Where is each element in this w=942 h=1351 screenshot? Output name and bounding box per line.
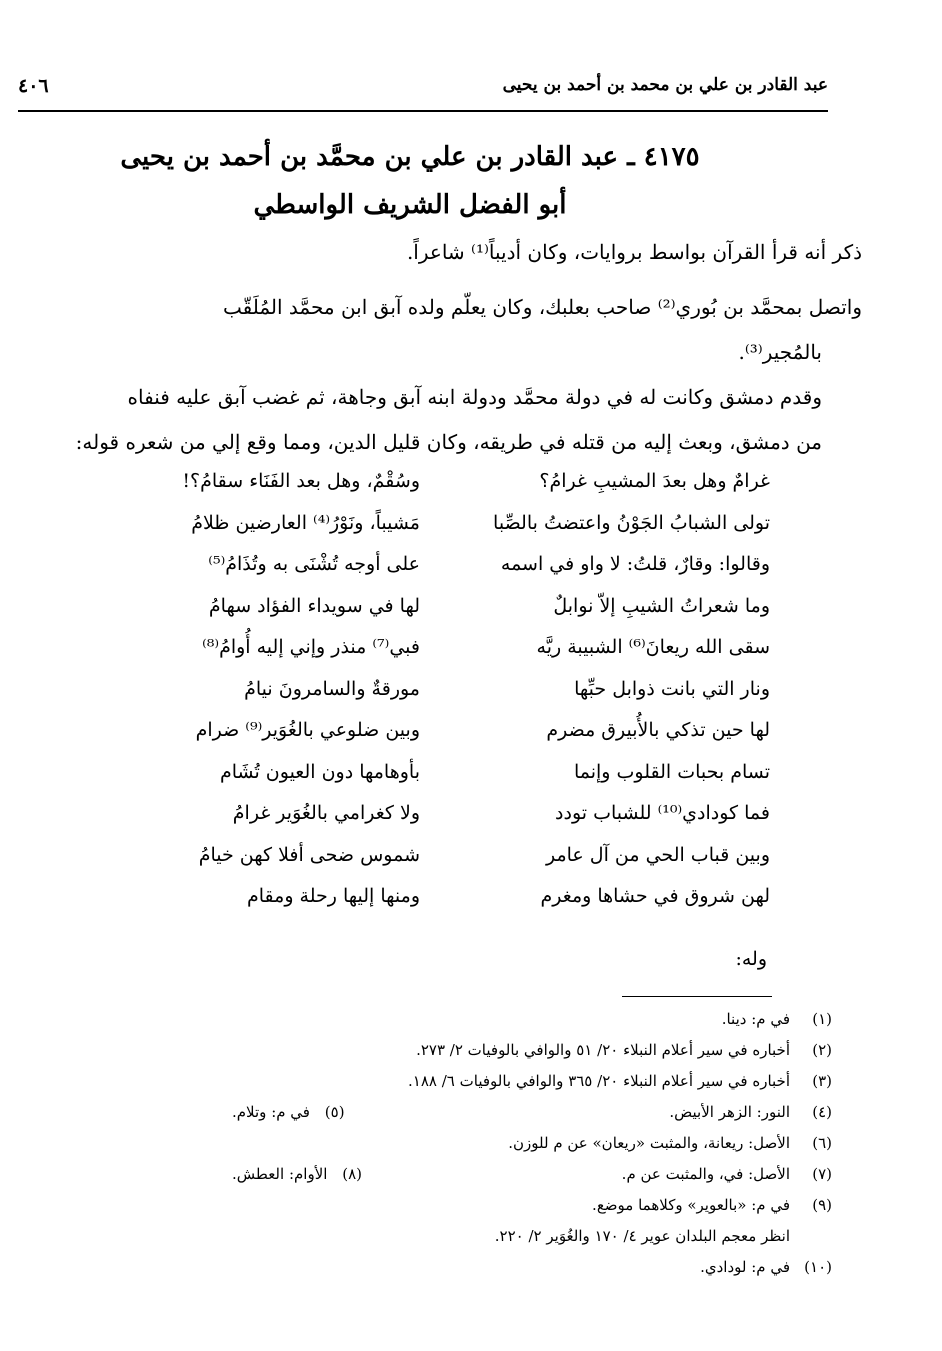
verse <box>60 595 770 637</box>
verse <box>60 761 770 803</box>
verse-first-hemistich: غرامٌ وهل بعدَ المشيبِ غرامُ؟ <box>539 470 770 492</box>
verse <box>60 636 770 678</box>
verse-first-hemistich: تولى الشبابُ الجَوْنُ واعتضتُ بالصِّبا <box>493 511 770 534</box>
footnote-secondary <box>232 1103 345 1121</box>
paragraph-3-line-1: وقدم دمشق وكانت له في دولة محمَّد ودولة ابنه آبق وجاهة، ثم غضب آبق عليه فنفاه <box>127 385 822 409</box>
footnote-number: (٢) <box>812 1041 832 1059</box>
entry-title: ٤١٧٥ ـ عبد القادر بن علي بن محمَّد بن أحمد بن يحيى <box>120 142 700 172</box>
verse-first-hemistich: سقى الله ريعانَ⁽⁶⁾ الشبيبة ريَّه <box>536 636 770 658</box>
verse-first-hemistich: وقالوا: وقارٌ، قلتُ: لا واو في اسمه <box>500 553 770 575</box>
footnote-number: (٧) <box>812 1165 832 1183</box>
footnotes <box>112 1010 832 1289</box>
footnote-number: (٨) <box>342 1165 362 1183</box>
footnote <box>112 1103 832 1134</box>
page-header <box>18 75 828 105</box>
paragraph-3-line-2: من دمشق، وبعث إليه من قتله في طريقه، وكان قليل الدين، ومما وقع إلي من شعره قوله: <box>75 430 822 454</box>
verse <box>60 553 770 595</box>
verse <box>60 885 770 927</box>
footnote <box>112 1010 832 1041</box>
running-title: عبد القادر بن علي بن محمد بن أحمد بن يحيى <box>502 75 828 95</box>
footnote-number: (٥) <box>324 1103 345 1121</box>
verse-first-hemistich: فما كودادي⁽¹⁰⁾ للشباب تودد <box>555 802 770 824</box>
footnote <box>112 1165 832 1196</box>
entry-subtitle: أبو الفضل الشريف الواسطي <box>253 190 567 220</box>
verse <box>60 512 770 554</box>
footnote-text: الأصل: ريعانة، والمثبت «ريعان» عن م للوزن. <box>508 1134 790 1152</box>
verse-second-hemistich: ولا كغرامي بالغُوَير غرامُ <box>232 802 420 824</box>
footnote-number: (٦) <box>812 1134 832 1152</box>
footnote-number: (٣) <box>812 1072 832 1090</box>
verse <box>60 719 770 761</box>
footnote-secondary <box>232 1165 362 1183</box>
verse <box>60 470 770 512</box>
verse-second-hemistich: مَشيباً، ونَوْرُ⁽⁴⁾ العارضين ظلامُ <box>191 511 420 534</box>
paragraph-2-line-2: بالمُجير⁽³⁾. <box>738 340 822 364</box>
footnote-text: في م: دينا. <box>721 1010 790 1028</box>
verse-second-hemistich: فبي⁽⁷⁾ منذر وإني إليه أُوامُ⁽⁸⁾ <box>202 636 420 658</box>
poem <box>60 470 770 927</box>
verse-first-hemistich: وما شعراتُ الشيبِ إلاّ نوابلٌ <box>553 594 770 617</box>
footnote-number: (١) <box>812 1010 832 1028</box>
footnote <box>112 1196 832 1227</box>
footnote-number: (٤) <box>812 1103 832 1121</box>
footnote-number: (٩) <box>812 1196 832 1214</box>
verse-intro: وله: <box>735 948 767 970</box>
header-rule <box>18 110 828 112</box>
footnote <box>112 1072 832 1103</box>
verse-second-hemistich: بأوهامها دون العيون تُشَام <box>219 760 420 783</box>
footnote-continuation <box>112 1227 832 1258</box>
verse-second-hemistich: وسُقْمٌ، وهل بعد الفَنَاء سقامُ؟! <box>182 470 420 492</box>
verse-first-hemistich: لهن شروق في حشاها ومغرم <box>540 885 770 907</box>
paragraph-2-line-1: واتصل بمحمَّد بن بُوري⁽²⁾ صاحب بعلبك، وكان يعلّم ولده آبق ابن محمَّد المُلَقّب <box>222 295 862 319</box>
verse-second-hemistich: ومنها إليها رحلة ومقام <box>246 885 420 907</box>
verse-second-hemistich: على أوجه تُشْنَى به وتُذَامُ⁽⁵⁾ <box>208 553 420 575</box>
verse-second-hemistich: لها في سويداء الفؤاد سهامُ <box>208 594 420 617</box>
footnote-rule <box>622 996 772 997</box>
footnote-text: النور: الزهر الأبيض. <box>669 1103 790 1121</box>
verse-first-hemistich: تسام بحبات القلوب وإنما <box>573 760 770 783</box>
footnote-text: الأصل: في، والمثبت عن م. <box>621 1165 790 1183</box>
verse <box>60 678 770 720</box>
footnote-text: في م: «بالعوير» وكلاهما موضع. <box>592 1196 790 1214</box>
verse-second-hemistich: وبين ضلوعي بالغُوَير⁽⁹⁾ ضرام <box>195 719 420 741</box>
footnote <box>112 1041 832 1072</box>
verse-second-hemistich: مورقةٌ والسامرونَ نيامُ <box>244 677 420 700</box>
footnote-text: الأوام: العطش. <box>232 1165 328 1183</box>
footnote <box>112 1258 832 1289</box>
footnote-text: أخباره في سير أعلام النبلاء ٢٠/ ٥١ والوافي بالوفيات ٢/ ٢٧٣. <box>416 1041 790 1059</box>
verse-second-hemistich: شموس ضحى أفلا كهن خيامُ <box>198 843 420 866</box>
footnote-text: أخباره في سير أعلام النبلاء ٢٠/ ٣٦٥ والوافي بالوفيات ٦/ ١٨٨. <box>408 1072 790 1090</box>
verse-first-hemistich: وبين قباب الحي من آل عامر <box>545 843 770 866</box>
footnote-text: في م: لودادي. <box>700 1258 790 1276</box>
verse <box>60 802 770 844</box>
footnote-text: في م: وتلام. <box>232 1103 310 1121</box>
footnote-number: (١٠) <box>804 1258 832 1276</box>
verse-first-hemistich: ونار التي بانت ذوابل حبِّها <box>574 677 770 700</box>
verse <box>60 844 770 886</box>
verse-first-hemistich: لها حين تذكي بالأُبيرق مضرم <box>546 719 770 741</box>
paragraph-1: ذكر أنه قرأ القرآن بواسط بروايات، وكان أديباً⁽¹⁾ شاعراً. <box>406 240 862 264</box>
page-number: ٤٠٦ <box>18 75 49 97</box>
footnote-text: انظر معجم البلدان عوير ٤/ ١٧٠ والغُوَير ٢/ ٢٢٠. <box>494 1227 790 1245</box>
footnote <box>112 1134 832 1165</box>
